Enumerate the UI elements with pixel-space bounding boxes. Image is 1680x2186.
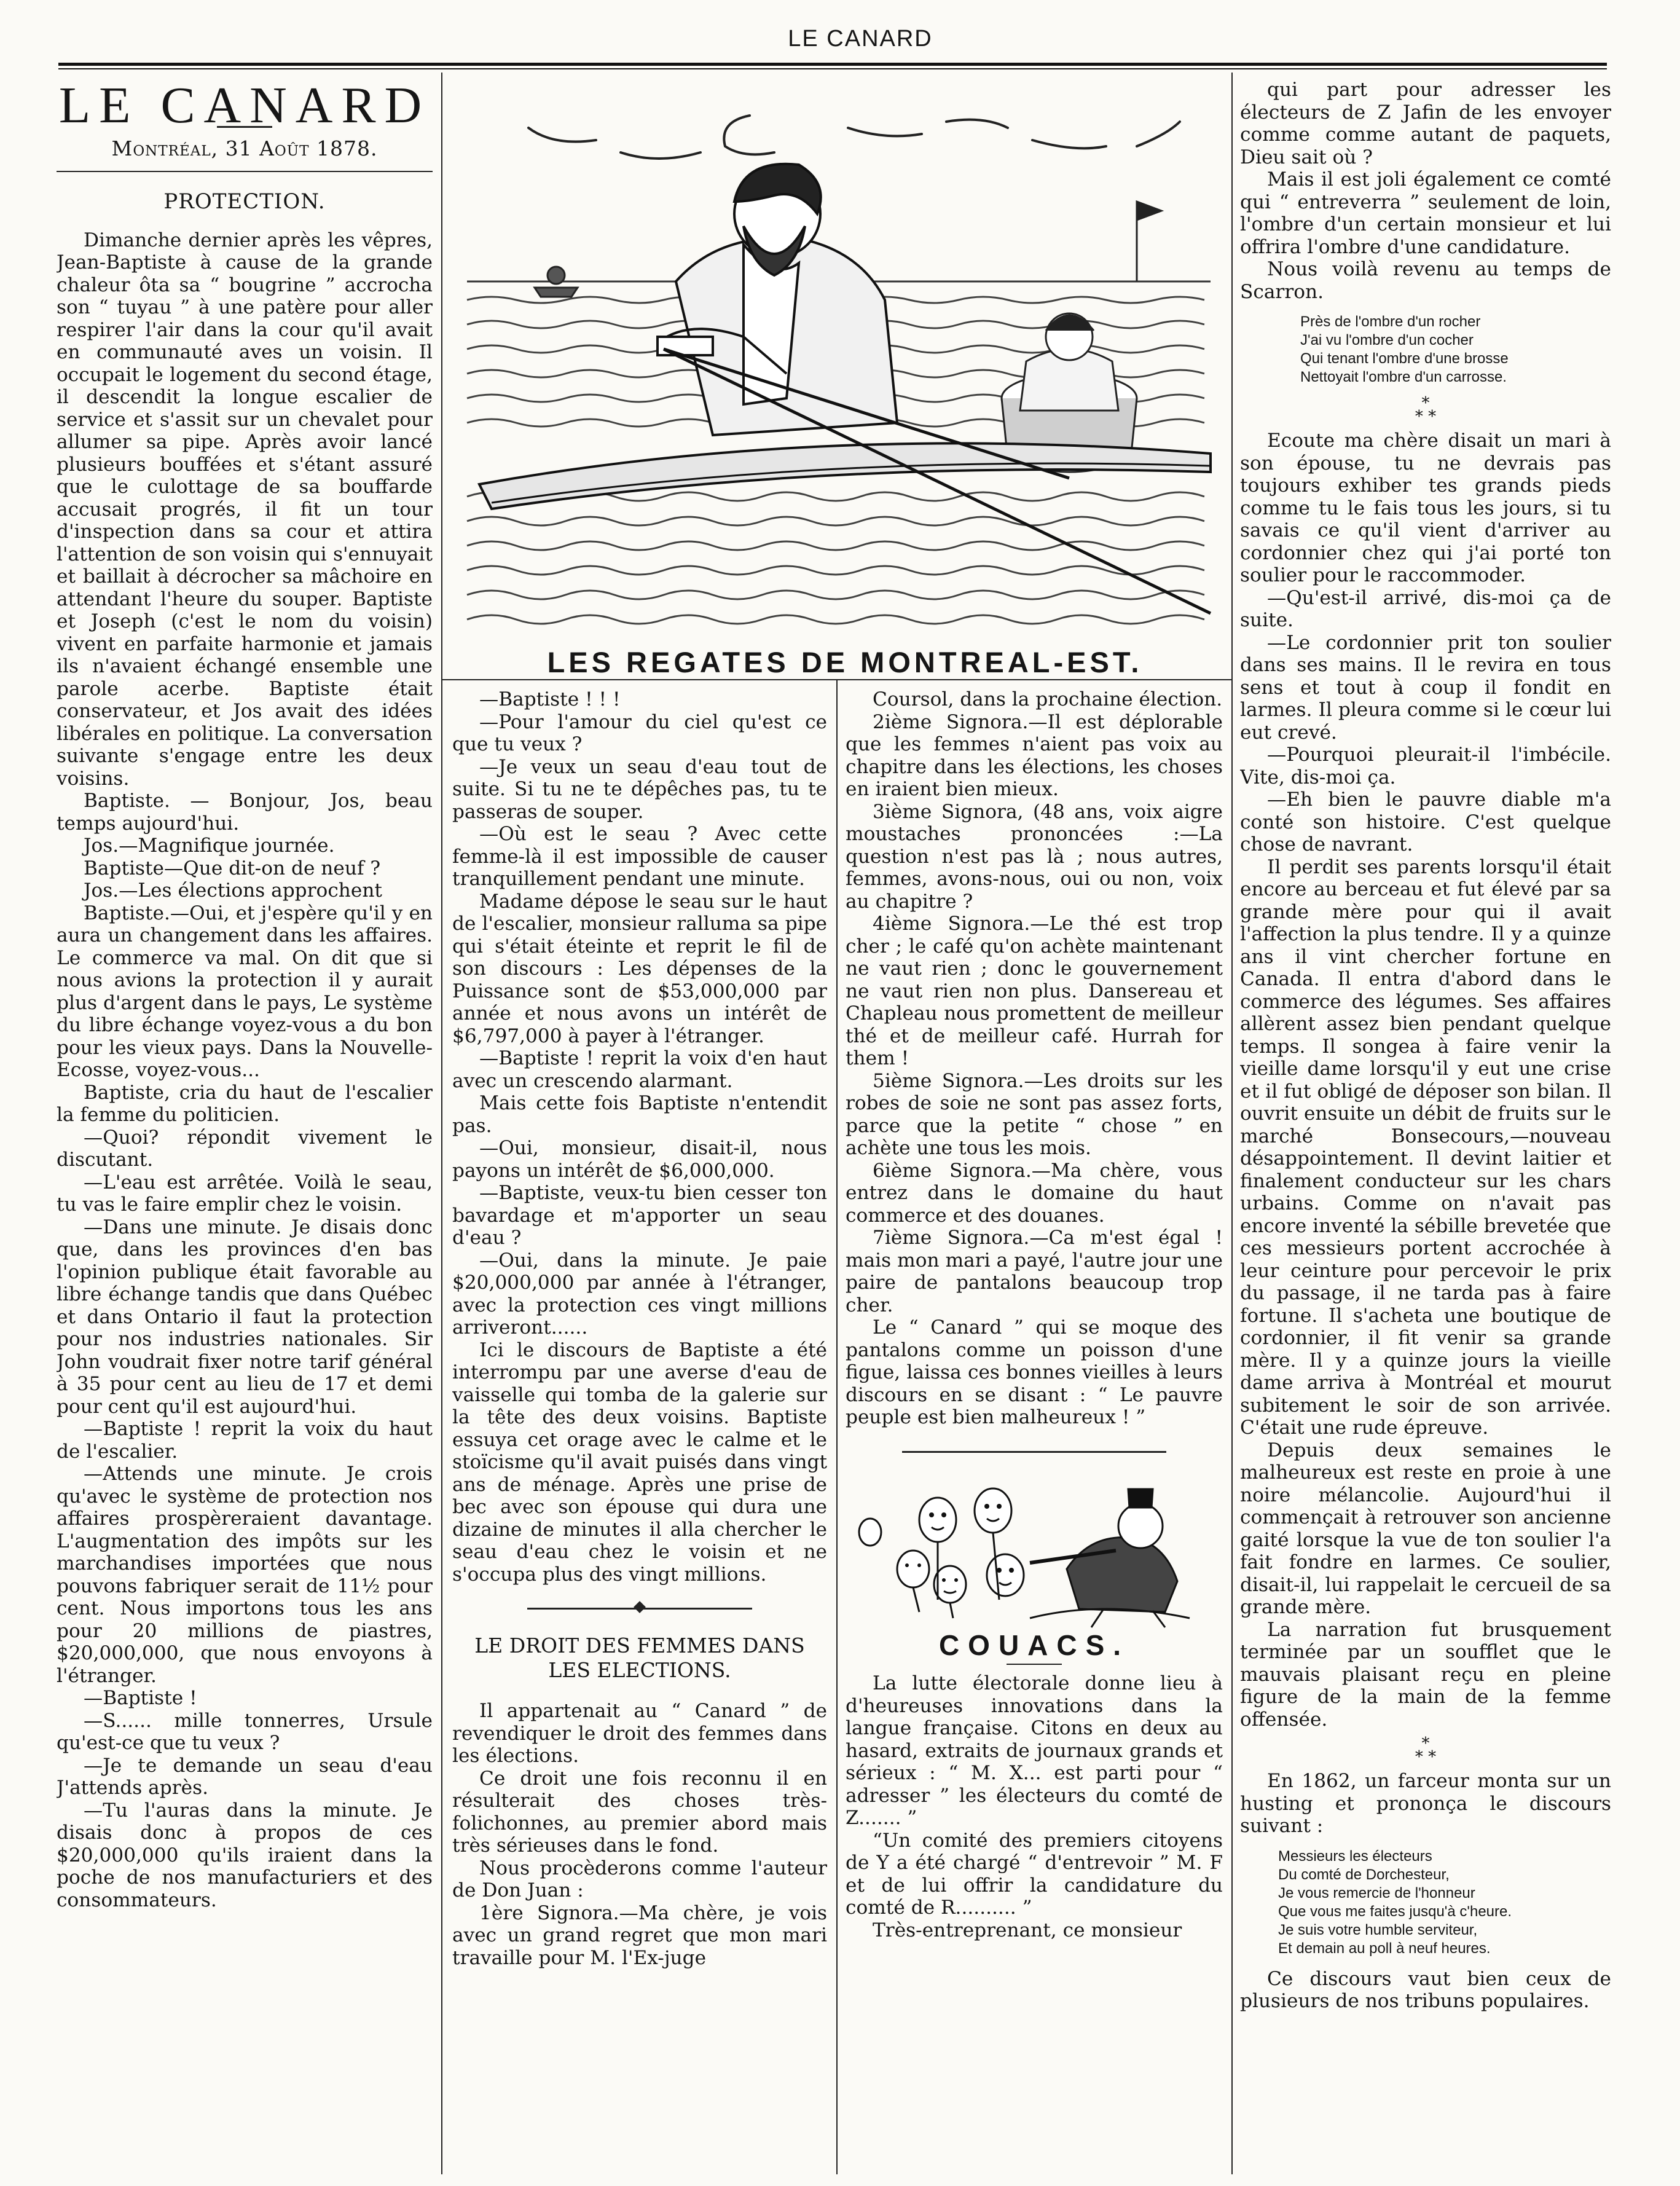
couacs-title: COUACS. <box>938 1629 1130 1661</box>
paragraph: Madame dépose le seau sur le haut de l'escalier, monsieur ralluma sa pipe qui s'était éteinte et reprit le fil de son discours : Les dépenses de la Puissance sont de $53,000,000 par année et nous avons un intérêt de $6,797,000 à payer à l'étranger. <box>452 890 827 1047</box>
column-divider <box>836 679 838 2174</box>
paragraph: Le “ Canard ” qui se moque des pantalons comme un poisson d'une figue, laissa ces bonnes vieilles à leurs discours en se disant : “ Le pauvre peuple est bien malheureux ! ” <box>846 1316 1223 1428</box>
paragraph: 4ième Signora.—Le thé est trop cher ; le café qu'on achète maintenant ne vaut rien ; donc le gouvernement ne vaut rien non plus. Dansereau et Chapleau nous promettent de meilleur thé et de meilleur café. Hurrah for them ! <box>846 913 1223 1069</box>
paragraph: —Le cordonnier prit ton soulier dans ses mains. Il le revira en tous sens et tout à coup il fondit en larmes. Il pleura comme si le cœur lui eut crevé. <box>1240 631 1611 744</box>
section-ornament <box>846 1442 1223 1461</box>
column-4 <box>1240 79 1611 2174</box>
column-1 <box>57 79 433 2174</box>
paragraph: Baptiste, cria du haut de l'escalier la femme du politicien. <box>57 1081 433 1126</box>
article-body-droit-des-femmes <box>452 1700 827 1969</box>
article-body-signoras <box>846 688 1223 1429</box>
paragraph: 1ère Signora.—Ma chère, je vois avec un grand regret que mon mari travaille pour M. l'Ex-juge <box>452 1901 827 1969</box>
paragraph: —Dans une minute. Je disais donc que, dans les provinces d'en bas l'opinion publique était favorable au libre échange tandis que dans Québec et dans Ontario il faut la protection pour nos industries nationales. Sir John voudrait fixer notre tarif général à 35 pour cent au lieu de 17 et demi pour cent qu'il est aujourd'hui. <box>57 1216 433 1418</box>
couacs-illustration <box>846 1477 1223 1630</box>
article-body-couacs <box>846 1672 1223 1941</box>
asterism: * * * <box>1415 394 1437 426</box>
article-body-protection <box>57 229 433 1912</box>
column-divider <box>1231 73 1233 2174</box>
article-body-cordonnier <box>1240 430 1611 1731</box>
paragraph: 3ième Signora, (48 ans, voix aigre moustaches prononcées :—La question n'est pas là ; nous autres, femmes, avons-nous, oui ou non, voix au chapitre ? <box>846 800 1223 913</box>
paragraph: —Tu l'auras dans la minute. Je disais donc à propos de ces $20,000,000 qu'ils iraient dans la poche de nos manufacturiers et des consommateurs. <box>57 1799 433 1911</box>
paragraph: Depuis deux semaines le malheureux est reste en proie à une noire mélancolie. Aujourd'hui il commençait à retrouver son ancienne gaité lorsque la vue de ton soulier l'a fait fondre en larmes. Ce soulier, disait-il, lui rappelait le cercueil de sa grande mère. <box>1240 1439 1611 1618</box>
title-line-1: LE DROIT DES FEMMES DANS <box>474 1634 805 1657</box>
paragraph: La narration fut brusquement terminée par un soufflet que le mauvais plaisant reçu en pleine figure de la main de la femme offensée. <box>1240 1618 1611 1731</box>
paragraph: —Pour l'amour du ciel qu'est ce que tu veux ? <box>452 710 827 755</box>
header-double-rule <box>58 63 1607 69</box>
paragraph: Baptiste—Que dit-on de neuf ? <box>84 857 381 879</box>
paragraph: Nous procèderons comme l'auteur de Don Juan : <box>452 1857 827 1901</box>
paragraph: Très-entreprenant, ce monsieur <box>873 1919 1182 1941</box>
regatta-illustration <box>455 79 1223 644</box>
paragraph: Il perdit ses parents lorsqu'il était encore au berceau et fut élevé par sa grande mère pour qui il avait l'affection la plus tendre. Il y a quinze ans il vint chercher fortune en Canada. Il entra d'abord dans le commerce des légumes. Ses affaires allèrent assez bien pendant quelque temps. Il songea à faire venir la vieille dame lorsqu'il y eut une crise et il fut obligé de déposer son bilan. Il ouvrit ensuite un débit de fruits sur le marché Bonsecours,—nouveau désappointement. Il devint laitier et finalement conducteur sur les chars urbains. Comme on n'avait pas encore inventé la sébille brevetée que ces messieurs portent accrochée à leur ceinture pour percevoir le prix du passage, il ne tarda pas à faire fortune. Il s'acheta une boutique de cordonnier, il fit venir sa grande mère. Il y a quinze jours la vieille dame arriva à Montréal et mourut subitement le soir de son arrivée. C'était une rude épreuve. <box>1240 855 1611 1439</box>
paragraph: —Quoi? répondit vivement le discutant. <box>57 1126 433 1171</box>
paragraph: La lutte électorale donne lieu à d'heureuses innovations dans la langue française. Citons en deux au hasard, extraits de journaux grands et sérieux : “ M. X... est parti pour “ adresser ” les électeurs du comté de Z....... ” <box>846 1672 1223 1829</box>
regatta-engraving <box>455 79 1223 644</box>
article-body-farceur <box>1240 1770 1611 1838</box>
masthead-title: LE CANARD <box>58 79 431 134</box>
paragraph: —L'eau est arrêtée. Voilà le seau, tu vas le faire emplir chez le voisin. <box>57 1171 433 1216</box>
paragraph: —Baptiste, veux-tu bien cesser ton bavardage et m'apporter un seau d'eau ? <box>452 1182 827 1249</box>
paragraph: —Attends une minute. Je crois qu'avec le système de protection nos affaires prospèreraient davantage. L'augmentation des impôts sur les marchandises importées que nous pouvons fabriquer serait de 11½ pour cent. Nous importons tous les ans pour 20 millions de piastres, $20,000,000, que nous envoyons à l'étranger. <box>57 1463 433 1687</box>
paragraph: Baptiste. — Bonjour, Jos, beau temps aujourd'hui. <box>57 790 433 835</box>
dateline: Montréal, 31 Août 1878. <box>111 136 378 160</box>
paragraph: Il appartenait au “ Canard ” de revendiquer le droit des femmes dans les élections. <box>452 1700 827 1767</box>
couacs-rule <box>1007 1664 1062 1665</box>
paragraph: —S...... mille tonnerres, Ursule qu'est-ce que tu veux ? <box>57 1709 433 1754</box>
verse-line: Je suis votre humble serviteur, <box>1278 1921 1478 1938</box>
paragraph: —Où est le seau ? Avec cette femme-là il est impossible de causer tranquillement pendant une minute. <box>452 823 827 890</box>
article-body-couacs-cont <box>1240 79 1611 303</box>
paragraph: 7ième Signora.—Ca m'est égal ! mais mon mari a payé, l'autre jour une paire de pantalons beaucoup trop cher. <box>846 1227 1223 1316</box>
paragraph: Jos.—Magnifique journée. <box>84 835 335 857</box>
verse-line: Près de l'ombre d'un rocher <box>1300 313 1481 330</box>
paragraph: Ecoute ma chère disait un mari à son épouse, tu ne devrais pas toujours exhiber tes grands pieds comme tu le fais tous les jours, si tu savais ce qu'il vient d'arriver au cordonnier chez qui j'ai porté ton soulier pour le raccommoder. <box>1240 430 1611 586</box>
verse-line: Qui tenant l'ombre d'une brosse <box>1300 350 1509 367</box>
paragraph: —Baptiste ! ! ! <box>479 688 621 710</box>
verse-line: J'ai vu l'ombre d'un cocher <box>1300 332 1474 348</box>
paragraph: —Qu'est-il arrivé, dis-moi ça de suite. <box>1240 586 1611 631</box>
paragraph: Coursol, dans la prochaine élection. <box>873 688 1223 710</box>
paragraph: Ce discours vaut bien ceux de plusieurs de nos tribuns populaires. <box>1240 1967 1611 2012</box>
paragraph: Mais il est joli également ce comté qui “ entreverra ” seulement de loin, l'ombre d'un certain monsieur et lui offrira l'ombre d'une candidature. <box>1240 168 1611 258</box>
running-head: LE CANARD <box>788 26 933 52</box>
paragraph: —Baptiste ! reprit la voix d'en haut avec un crescendo alarmant. <box>452 1047 827 1092</box>
section-rule <box>57 171 433 172</box>
verse-line: Et demain au poll à neuf heures. <box>1278 1940 1491 1957</box>
article-title-droit-des-femmes <box>452 1634 827 1683</box>
paragraph: —Eh bien le pauvre diable m'a conté son histoire. C'est quelque chose de navrant. <box>1240 788 1611 855</box>
paragraph: qui part pour adresser les électeurs de Z Jafin de les envoyer comme comme autant de paquets, Dieu sait où ? <box>1240 79 1611 168</box>
column-divider <box>441 73 442 2174</box>
paragraph: —Pourquoi pleurait-il l'imbécile. Vite, dis-moi ça. <box>1240 744 1611 788</box>
paragraph: 5ième Signora.—Les droits sur les robes de soie ne sont pas assez forts, parce que la petite “ chose ” en achète une tous les mois. <box>846 1069 1223 1159</box>
paragraph: “Un comité des premiers citoyens de Y a été chargé “ d'entrevoir ” M. F et de lui offrir la candidature du comté de R.......... ” <box>846 1829 1223 1919</box>
paragraph: 2ième Signora.—Il est déplorable que les femmes n'aient pas voix au chapitre dans les élections, les choses en iraient bien mieux. <box>846 710 1223 800</box>
verse-line: Du comté de Dorchesteur, <box>1278 1866 1450 1883</box>
title-line-2: LES ELECTIONS. <box>548 1658 731 1682</box>
paragraph: —Baptiste ! <box>84 1687 197 1709</box>
column-3 <box>846 688 1223 2174</box>
paragraph: Mais cette fois Baptiste n'entendit pas. <box>452 1092 827 1137</box>
paragraph: —Oui, monsieur, disait-il, nous payons un intérêt de $6,000,000. <box>452 1137 827 1182</box>
paragraph: 6ième Signora.—Ma chère, vous entrez dans le domaine du haut commerce et des douanes. <box>846 1159 1223 1227</box>
column-2 <box>452 688 827 2174</box>
paragraph: Dimanche dernier après les vêpres, Jean-Baptiste à cause de la grande chaleur ôta sa “ bougrine ” accrocha son “ tuyau ” à une patère pour aller respirer l'air dans la cour qu'il avait en communauté aves un voisin. Il occupait le logement du second étage, il descendit la longue escalier de service et s'assit sur un chevalet pour allumer sa pipe. Après avoir lancé plusieurs bouffées et s'étant assuré que le culottage de sa bouffarde accusait progrés, il fit un tour d'inspection dans sa cour et attira l'attention de son voisin qui s'ennuyait et baillait à décrocher sa mâchoire en attendant l'heure du souper. Baptiste et Joseph (c'est le nom du voisin) vivent en parfaite harmonie et jamais ils n'avaient échangé ensemble une parole acerbe. Baptiste était conservateur, et Jos avait des idées libérales en politique. La conversation suivante s'engage entre les deux voisins. <box>57 229 433 790</box>
asterism: * * * <box>1415 1734 1437 1766</box>
paragraph: Nous voilà revenu au temps de Scarron. <box>1240 258 1611 303</box>
couacs-engraving <box>846 1477 1223 1630</box>
section-ornament <box>452 1599 827 1618</box>
paragraph: En 1862, un farceur monta sur un husting et prononça le discours suivant : <box>1240 1770 1611 1837</box>
paragraph: —Je veux un seau d'eau tout de suite. Si tu ne te dépêches pas, tu te passeras de souper. <box>452 755 827 823</box>
paragraph: Jos.—Les élections approchent <box>84 879 382 902</box>
paragraph: —Je te demande un seau d'eau J'attends après. <box>57 1754 433 1799</box>
caption-rule <box>441 679 1231 680</box>
paragraph: Ici le discours de Baptiste a été interrompu par une averse d'eau de vaisselle qui tomba de la galerie sur la tête des deux voisins. Baptiste essuya cet orage avec le calme et le stoïcisme qu'il avait puisés dans vingt ans de ménage. Après une prise de bec avec son épouse qui dura une dizaine de minutes il alla chercher le seau d'eau chez le voisin et ne s'occupa plus des vingt millions. <box>452 1339 827 1586</box>
paragraph: —Baptiste ! reprit la voix du haut de l'escalier. <box>57 1418 433 1463</box>
article-title-protection: PROTECTION. <box>163 189 326 214</box>
verse-line: Nettoyait l'ombre d'un carrosse. <box>1300 369 1507 385</box>
illustration-caption: LES REGATES DE MONTREAL-EST. <box>547 646 1143 678</box>
paragraph: Ce droit une fois reconnu il en résulterait des choses très-folichonnes, au premier abord mais très sérieuses dans le fond. <box>452 1767 827 1857</box>
article-body-protection-cont <box>452 688 827 1586</box>
verse-line: Je vous remercie de l'honneur <box>1278 1884 1475 1901</box>
paragraph: —Oui, dans la minute. Je paie $20,000,000 par année à l'étranger, avec la protection ces vingt millions arriveront...... <box>452 1249 827 1339</box>
verse-line: Messieurs les électeurs <box>1278 1847 1432 1865</box>
paragraph: Baptiste.—Oui, et j'espère qu'il y en aura un changement dans les affaires. Le commerce va mal. On dit que si nous avions la protection il y aurait plus d'argent dans le pays, Le système du libre échange voyez-vous a du bon pour les vieux pays. Dans la Nouvelle-Ecosse, voyez-vous... <box>57 902 433 1081</box>
verse-line: Que vous me faites jusqu'à c'heure. <box>1278 1903 1512 1920</box>
poem-discours <box>1278 1847 1611 1958</box>
poem-scarron <box>1300 313 1611 387</box>
